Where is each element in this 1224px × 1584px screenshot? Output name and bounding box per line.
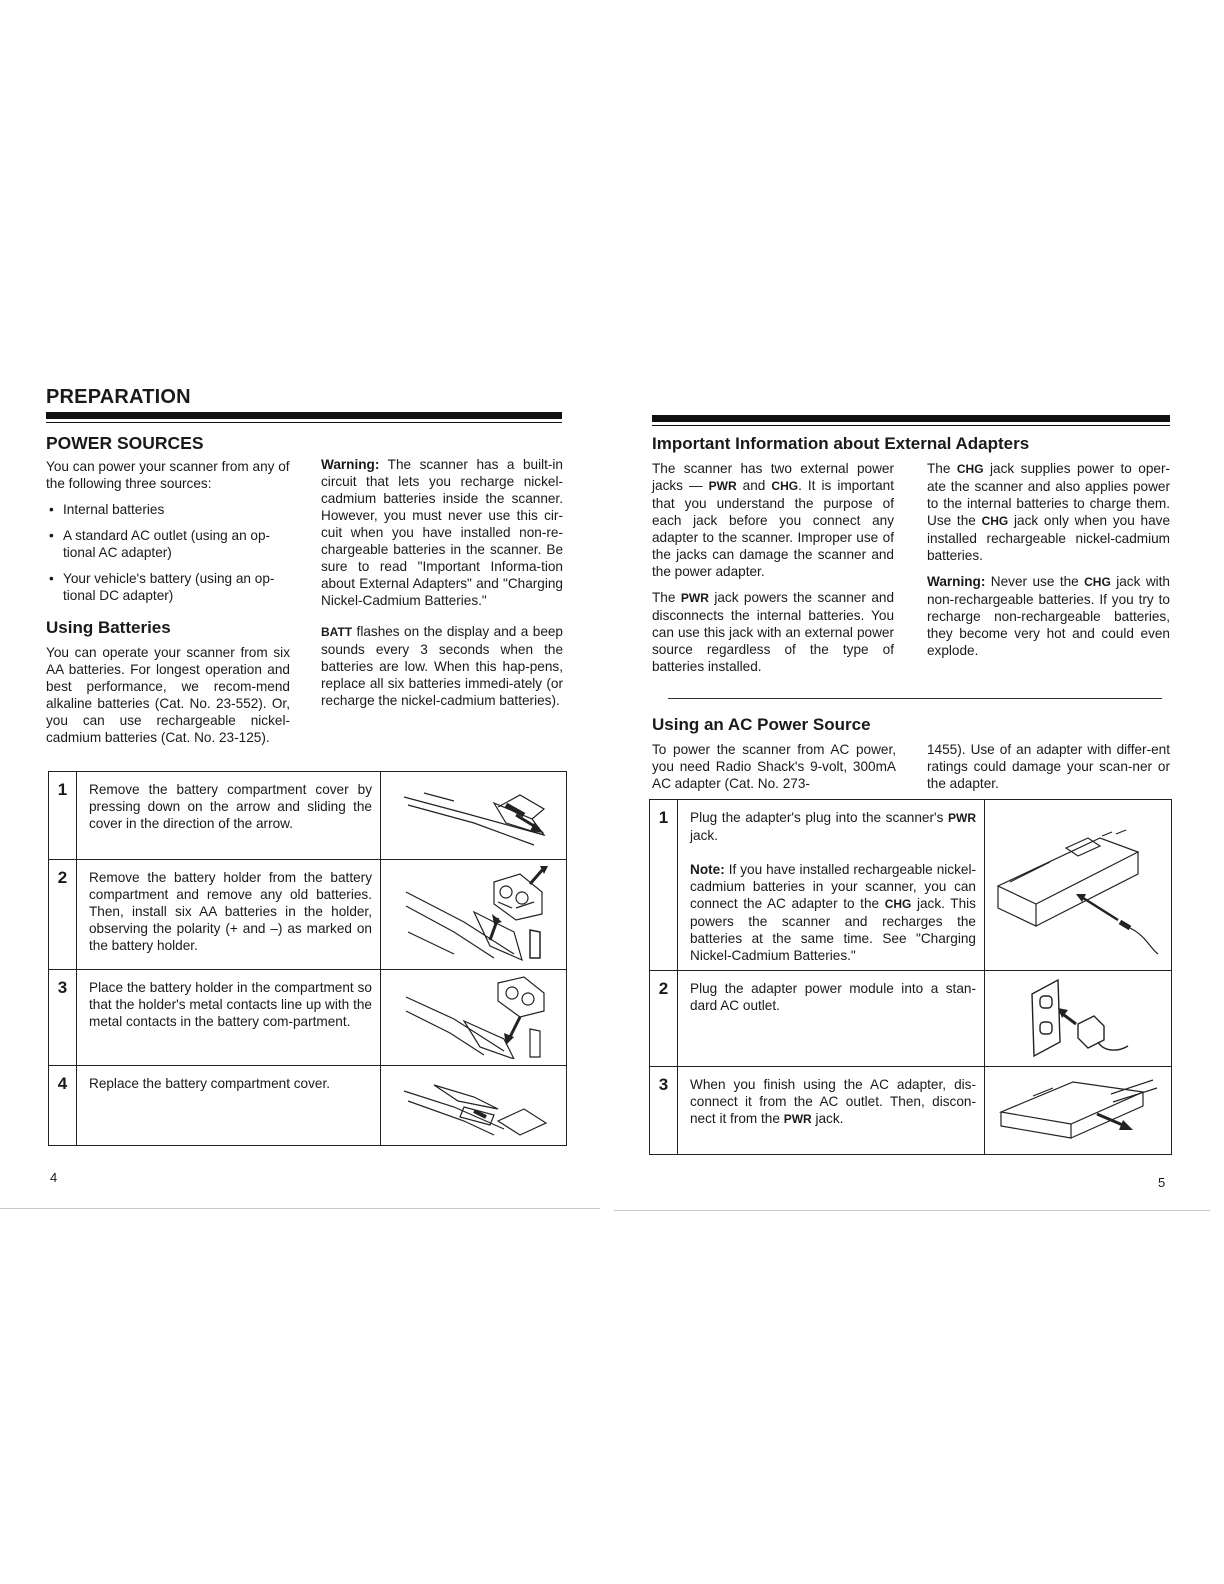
battery-steps-table xyxy=(48,771,567,1146)
left-column xyxy=(46,458,290,746)
list-item: • Your vehicle's battery (using an op-tional DC adapter) xyxy=(46,570,290,604)
page-edge-left xyxy=(0,1208,600,1209)
table-row xyxy=(49,860,567,970)
chg-label: CHG xyxy=(956,462,984,476)
pwr-label: PWR xyxy=(708,479,737,493)
step-text: Remove the battery compartment cover by pressing down on the arrow and sliding the cover in the direction of the arrow. xyxy=(77,772,381,860)
using-batteries-text: You can operate your scanner from six AA batteries. For longest operation and best performance, we recom-mend alkaline batteries (Cat. No. 23-552). Or, you can use rechargeable nickel-cadmium batteries (Cat. No. 23-125). xyxy=(46,645,290,745)
adapters-column-2 xyxy=(927,460,1170,659)
subsection-title-using-batteries: Using Batteries xyxy=(46,618,171,637)
list-item: • A standard AC outlet (using an op-tional AC adapter) xyxy=(46,527,290,561)
section-title-external-adapters: Important Information about External Adapters xyxy=(652,434,1030,453)
pwr-jack-paragraph xyxy=(652,589,894,675)
table-row xyxy=(49,970,567,1066)
chg-jack-paragraph xyxy=(927,460,1170,564)
step1-note xyxy=(690,861,976,964)
page-number-left: 4 xyxy=(50,1170,58,1185)
warning-label: Warning: xyxy=(321,457,380,472)
pwr-label: PWR xyxy=(680,591,709,605)
step-number: 4 xyxy=(49,1066,77,1146)
header-rule-right xyxy=(652,415,1170,422)
replace-cover-illustration xyxy=(381,1066,567,1146)
text-run: The xyxy=(652,590,681,605)
ac-intro-col2: 1455). Use of an adapter with differ-ent ratings could damage your scan-ner or the adapter. xyxy=(927,742,1170,791)
page-number-right: 5 xyxy=(1158,1175,1166,1190)
step-text: Place the battery holder in the compartment so that the holder's metal contacts line up with the metal contacts in the battery com-partment. xyxy=(77,970,381,1066)
text-run: The scanner has two external power jacks — xyxy=(652,461,894,493)
text-run: The xyxy=(927,461,957,476)
remove-cover-illustration xyxy=(381,772,567,860)
table-row xyxy=(49,772,567,860)
plug-adapter-illustration xyxy=(985,800,1172,971)
place-holder-illustration xyxy=(381,970,567,1066)
text-run: jack supplies power to oper-ate the scanner and also applies power to the internal batteries to charge them. Use the xyxy=(927,461,1171,528)
pwr-label: PWR xyxy=(948,811,976,825)
step-number: 3 xyxy=(49,970,77,1066)
step-number: 1 xyxy=(49,772,77,860)
intro-text: You can power your scanner from any of the following three sources: xyxy=(46,459,290,491)
page-header: PREPARATION xyxy=(46,386,191,408)
header-rule xyxy=(46,412,562,419)
table-row xyxy=(650,800,1172,971)
text-run: jack. xyxy=(811,1111,844,1126)
table-row xyxy=(650,971,1172,1067)
step-text: Remove the battery holder from the battery compartment and remove any old batteries. Then, install six AA batteries in the holder, observing the polarity (+ and –) as marked on the battery holder. xyxy=(77,860,381,970)
text-run: jack only when you have installed rechargeable nickel-cadmium batteries. xyxy=(927,513,1171,563)
header-rule-thin xyxy=(46,422,562,423)
text-run: Never use the xyxy=(985,574,1085,589)
table-row xyxy=(49,1066,567,1146)
batt-paragraph xyxy=(321,623,563,709)
pwr-label: PWR xyxy=(783,1112,812,1126)
warning-paragraph xyxy=(321,456,563,609)
step-number: 2 xyxy=(650,971,678,1067)
batt-label: BATT xyxy=(321,625,353,639)
step-number: 2 xyxy=(49,860,77,970)
step-number: 1 xyxy=(650,800,678,971)
note-label: Note: xyxy=(690,862,725,877)
step-text xyxy=(678,1067,985,1155)
list-item: • Internal batteries xyxy=(46,501,290,518)
text-run: . It is important that you understand the purpose of each jack before you connect any adapter to the scanner. Improper use of the jacks can damage the scanner and the power adapter. xyxy=(652,478,894,579)
step1-main xyxy=(690,809,976,844)
text-run: jack. This powers the scanner and recharges the batteries at the same time. See "Charging Nickel-Cadmium Batteries." xyxy=(690,896,976,963)
subsection-title-ac-power: Using an AC Power Source xyxy=(652,715,871,734)
disconnect-adapter-illustration xyxy=(985,1067,1172,1155)
text-run: and xyxy=(736,478,772,493)
ac-steps-table xyxy=(649,799,1172,1155)
header-rule-right-thin xyxy=(652,425,1170,426)
adapters-column-1 xyxy=(652,460,894,675)
ac-outlet-illustration xyxy=(985,971,1172,1067)
section-divider xyxy=(668,698,1162,699)
page-edge-right xyxy=(614,1210,1210,1211)
battery-holder-illustration xyxy=(381,860,567,970)
ac-intro-col1: To power the scanner from AC power, you need Radio Shack's 9-volt, 300mA AC adapter (Cat. No. 273- xyxy=(652,742,896,791)
text-run: When you finish using the AC adapter, dis-connect it from the AC outlet. Then, discon-nect it from the xyxy=(690,1077,976,1126)
step-text xyxy=(678,800,985,971)
adapter-warning-paragraph xyxy=(927,573,1170,659)
warning-text: The scanner has a built-in circuit that lets you recharge nickel-cadmium batteries inside the scanner. However, you must never use this cir-cuit when you have installed non-re-chargeable batteries in the scanner. Be sure to read "Important Informa-tion about External Adapters" and "Charging Nickel-Cadmium Batteries." xyxy=(321,457,563,608)
text-run: jack powers the scanner and disconnects the internal batteries. You can use this jack with an external power source regardless of the type of batteries installed. xyxy=(652,590,895,674)
text-run: jack. xyxy=(690,828,718,843)
chg-label: CHG xyxy=(981,514,1009,528)
step-text: Replace the battery compartment cover. xyxy=(77,1066,381,1146)
chg-label: CHG xyxy=(771,479,799,493)
power-source-list xyxy=(46,501,290,604)
adapters-intro xyxy=(652,460,894,580)
batt-text: flashes on the display and a beep sounds every 3 seconds when the batteries are low. When this hap-pens, replace all six batteries immedi-ately (or recharge the nickel-cadmium batteries). xyxy=(321,624,563,708)
step-number: 3 xyxy=(650,1067,678,1155)
left-page-column-2 xyxy=(321,456,563,709)
section-title-power-sources: POWER SOURCES xyxy=(46,433,204,453)
warning-label: Warning: xyxy=(927,574,986,589)
chg-label: CHG xyxy=(1084,575,1111,589)
table-row xyxy=(650,1067,1172,1155)
chg-label: CHG xyxy=(884,897,912,911)
step-text: Plug the adapter power module into a stan-dard AC outlet. xyxy=(678,971,985,1067)
text-run: If you have installed rechargeable nickel-cadmium batteries in your scanner, you can connect the AC adapter to the xyxy=(690,862,976,911)
text-run: Plug the adapter's plug into the scanner's xyxy=(690,810,948,825)
text-run: jack with non-rechargeable batteries. If you try to recharge non-rechargeable batteries, they become very hot and could even explode. xyxy=(927,574,1170,658)
